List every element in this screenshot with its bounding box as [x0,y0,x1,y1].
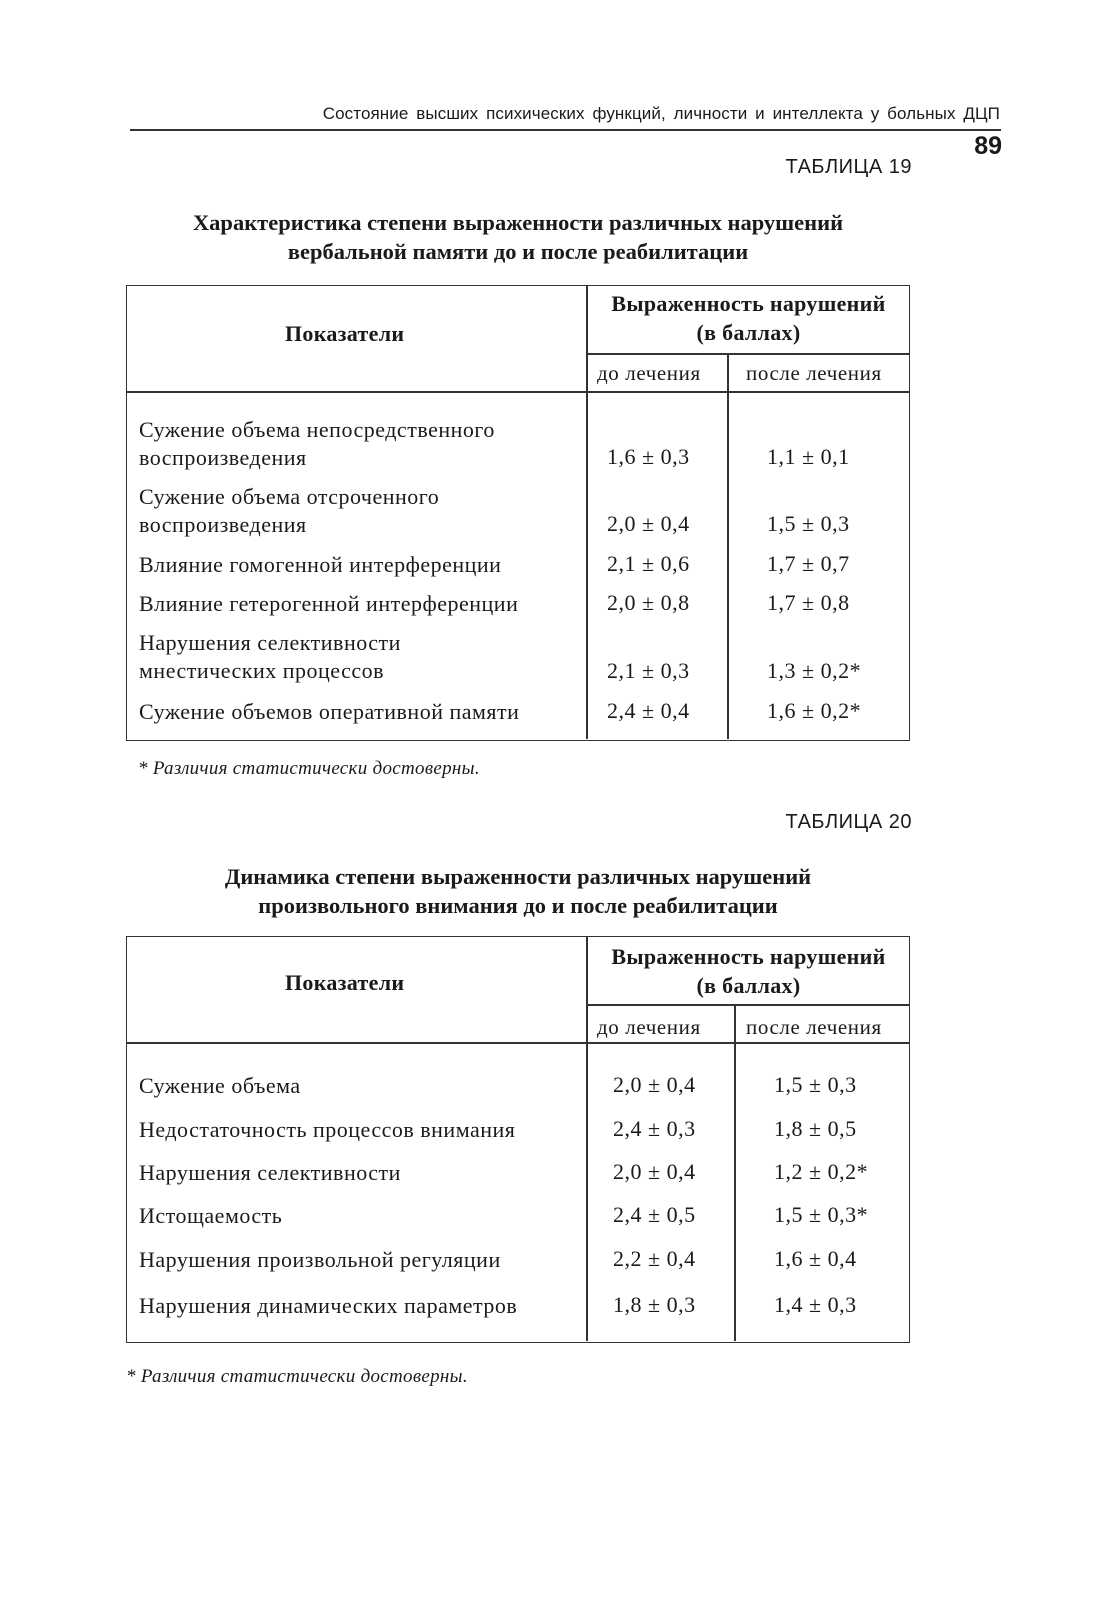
table20-col-group-line1: Выраженность нарушений [611,944,886,969]
table19-row1-after: 1,1 ± 0,1 [767,444,850,469]
table19-col-group-line2: (в баллах) [696,320,801,345]
table20-footnote: * Различия статистически достоверны. [126,1366,468,1387]
table20-row4-after: 1,5 ± 0,3* [774,1202,869,1227]
table19-row2-before: 2,0 ± 0,4 [607,511,690,536]
table20-row1-before: 2,0 ± 0,4 [613,1072,696,1097]
table20-row5-label: Нарушения произвольной регуляции [139,1247,501,1272]
table19-row4-after: 1,7 ± 0,8 [767,590,850,615]
table19-title [126,208,910,266]
table19-row5-before: 2,1 ± 0,3 [607,658,690,683]
table19-label: ТАБЛИЦА 19 [785,156,912,178]
table19-row6-label: Сужение объемов оперативной памяти [139,699,520,724]
table20-row4-label: Истощаемость [139,1203,283,1228]
table19-row1-label: Сужение объема непосредственного воспроизведения [139,417,495,470]
table20-row6-label: Нарушения динамических параметров [139,1293,518,1318]
table20-title [126,862,910,920]
table19-header-rule-mid [586,353,909,355]
table20-col-after: после лечения [746,1015,882,1039]
table19-col-group [588,289,909,347]
table19-col-before: до лечения [597,361,701,385]
header-rule [130,129,1001,131]
table20-row6-before: 1,8 ± 0,3 [613,1292,696,1317]
table20-header-rule-mid [586,1004,909,1006]
table19-row3-before: 2,1 ± 0,6 [607,551,690,576]
table19-row2-after: 1,5 ± 0,3 [767,511,850,536]
table19-header-rule-bottom [127,391,909,393]
table19-divider-sub [727,354,729,739]
table19-row6-after: 1,6 ± 0,2* [767,698,862,723]
table19-row5-label: Нарушения селективности мнестических процессов [139,630,401,683]
table20-row4-before: 2,4 ± 0,5 [613,1202,696,1227]
table20-row1-label: Сужение объема [139,1073,301,1098]
table20-row5-after: 1,6 ± 0,4 [774,1246,857,1271]
table19-row2-label: Сужение объема отсроченного воспроизведения [139,484,440,537]
table19-row5-after: 1,3 ± 0,2* [767,658,862,683]
table20-row3-before: 2,0 ± 0,4 [613,1159,696,1184]
table19-footnote: * Различия статистически достоверны. [138,758,480,779]
table20-row2-after: 1,8 ± 0,5 [774,1116,857,1141]
table20-divider-sub [734,1005,736,1341]
table19-row4-before: 2,0 ± 0,8 [607,590,690,615]
table20-row2-label: Недостаточность процессов внимания [139,1117,516,1142]
table19-col-after: после лечения [746,361,882,385]
table19-title-line2: вербальной памяти до и после реабилитации [287,239,749,264]
table19-row1-before: 1,6 ± 0,3 [607,444,690,469]
table19-row3-after: 1,7 ± 0,7 [767,551,850,576]
table20-row3-label: Нарушения селективности [139,1160,401,1185]
table19-row4-label: Влияние гетерогенной интерференции [139,591,519,616]
running-head: Состояние высших психических функций, личности и интеллекта у больных ДЦП [322,104,1000,123]
table20-col-before: до лечения [597,1015,701,1039]
page-number: 89 [974,132,1002,160]
table19-row6-before: 2,4 ± 0,4 [607,698,690,723]
table20 [126,936,910,1343]
table20-label: ТАБЛИЦА 20 [785,811,912,833]
table20-row1-after: 1,5 ± 0,3 [774,1072,857,1097]
table20-row6-after: 1,4 ± 0,3 [774,1292,857,1317]
table20-title-line1: Динамика степени выраженности различных нарушений [224,864,812,889]
table20-row3-after: 1,2 ± 0,2* [774,1159,869,1184]
table19-col-indicators: Показатели [285,321,405,346]
table20-row2-before: 2,4 ± 0,3 [613,1116,696,1141]
table19-row3-label: Влияние гомогенной интерференции [139,552,502,577]
table20-title-line2: произвольного внимания до и после реабилитации [258,893,778,918]
table19-title-line1: Характеристика степени выраженности различных нарушений [192,210,844,235]
table19 [126,285,910,741]
table20-col-indicators: Показатели [285,970,405,995]
table20-col-group [588,942,909,1000]
table19-col-group-line1: Выраженность нарушений [611,291,886,316]
table20-row5-before: 2,2 ± 0,4 [613,1246,696,1271]
table20-header-rule-bottom [127,1042,909,1044]
table20-col-group-line2: (в баллах) [696,973,801,998]
